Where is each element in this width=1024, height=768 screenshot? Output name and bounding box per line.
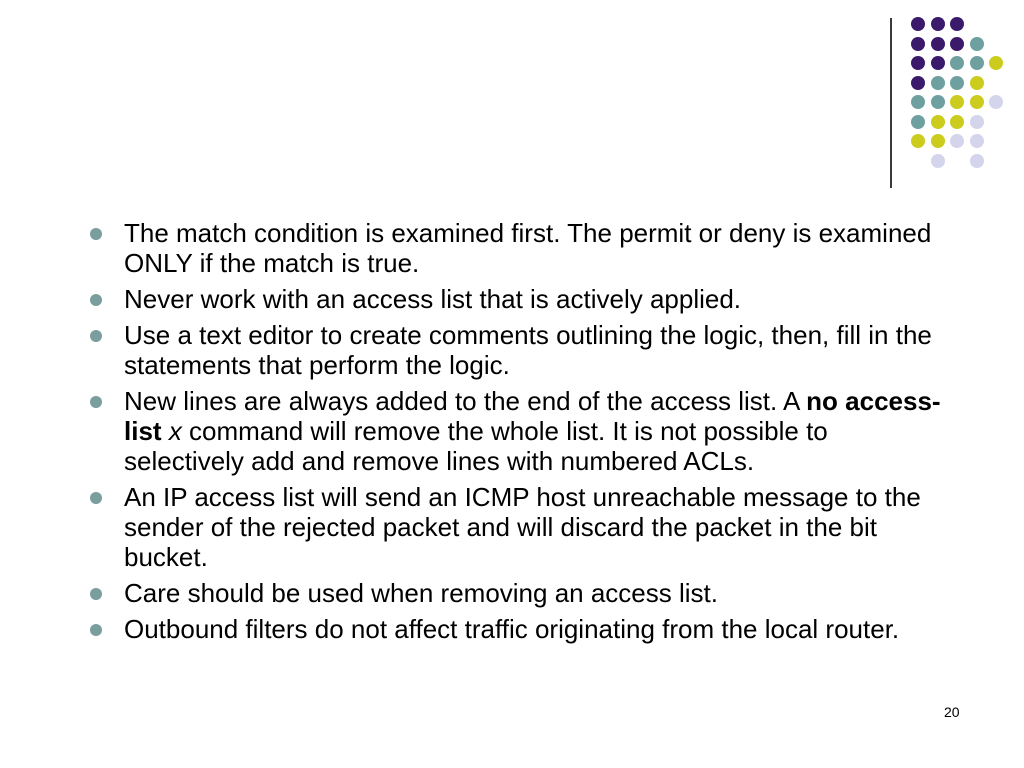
- bullet-text: Care should be used when removing an access list.: [124, 578, 718, 608]
- bullet-text: An IP access list will send an ICMP host unreachable message to the sender of the rejected packet and will discard the packet in the bit bucket.: [124, 482, 921, 572]
- bullet-dot-icon: [90, 624, 102, 636]
- decor-dot-icon: [970, 154, 984, 168]
- decor-dot-icon: [931, 95, 945, 109]
- decor-dot-icon: [950, 115, 964, 129]
- decor-dot-icon: [950, 95, 964, 109]
- bullet-dot-icon: [90, 294, 102, 306]
- bullet-list: [88, 218, 948, 650]
- decor-dot-icon: [970, 37, 984, 51]
- decor-dot-icon: [950, 17, 964, 31]
- bullet-item: [88, 284, 948, 314]
- bullet-item: [88, 578, 948, 608]
- decor-dot-icon: [911, 56, 925, 70]
- bullet-text: [162, 416, 169, 446]
- bullet-text: Use a text editor to create comments outlining the logic, then, fill in the statements that perform the logic.: [124, 320, 932, 380]
- decor-dot-icon: [989, 56, 1003, 70]
- decor-dot-icon: [931, 37, 945, 51]
- bullet-dot-icon: [90, 396, 102, 408]
- bullet-item: [88, 614, 948, 644]
- bullet-text: Never work with an access list that is actively applied.: [124, 284, 742, 314]
- bullet-text: New lines are always added to the end of the access list. A: [124, 386, 807, 416]
- bullet-item: [88, 218, 948, 278]
- bullet-dot-icon: [90, 330, 102, 342]
- decor-dot-icon: [911, 95, 925, 109]
- decor-dot-icon: [931, 134, 945, 148]
- bullet-text: x: [168, 416, 182, 446]
- bullet-text: The match condition is examined first. The permit or deny is examined ONLY if the match is true.: [124, 218, 932, 278]
- decor-dot-icon: [970, 115, 984, 129]
- decor-dot-icon: [950, 56, 964, 70]
- decor-dot-icon: [970, 134, 984, 148]
- decor-dot-icon: [989, 95, 1003, 109]
- bullet-item: [88, 482, 948, 572]
- decor-dot-icon: [931, 154, 945, 168]
- decor-dot-icon: [911, 17, 925, 31]
- bullet-text: Outbound filters do not affect traffic originating from the local router.: [124, 614, 900, 644]
- decor-dot-icon: [931, 115, 945, 129]
- decor-dot-icon: [950, 134, 964, 148]
- decor-dot-icon: [931, 17, 945, 31]
- bullet-item: [88, 320, 948, 380]
- bullet-dot-icon: [90, 588, 102, 600]
- decor-dot-icon: [950, 37, 964, 51]
- page-number: 20: [944, 704, 960, 720]
- vertical-divider: [890, 18, 892, 188]
- bullet-dot-icon: [90, 492, 102, 504]
- decor-dot-icon: [970, 95, 984, 109]
- decor-dot-icon: [911, 134, 925, 148]
- bullet-item: [88, 386, 948, 476]
- bullet-text: command will remove the whole list. It is not possible to selectively add and remove lines with numbered ACLs.: [124, 416, 828, 476]
- decor-dot-icon: [970, 76, 984, 90]
- decor-dot-icon: [950, 76, 964, 90]
- bullet-dot-icon: [90, 228, 102, 240]
- decor-dot-icon: [911, 115, 925, 129]
- decor-dot-icon: [911, 76, 925, 90]
- decor-dot-icon: [911, 37, 925, 51]
- decorative-dot-grid: [0, 0, 1024, 200]
- decor-dot-icon: [931, 56, 945, 70]
- decor-dot-icon: [970, 56, 984, 70]
- bullet-text: no access-list: [124, 386, 941, 446]
- decor-dot-icon: [931, 76, 945, 90]
